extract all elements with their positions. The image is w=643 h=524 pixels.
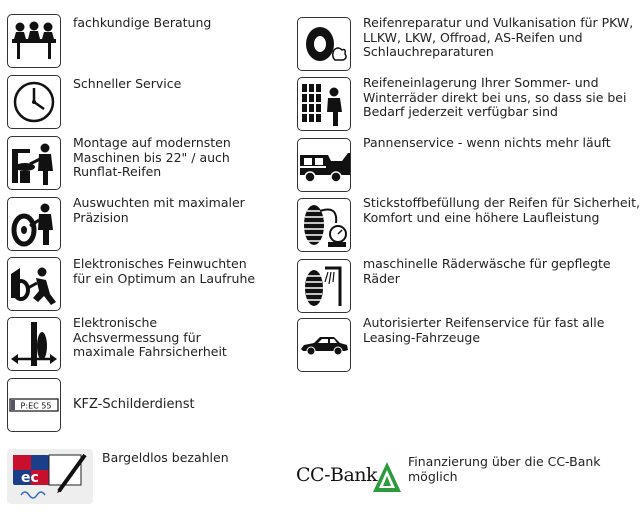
nitrogen-filling-icon xyxy=(297,198,351,252)
service-label: Stickstoffbefüllung der Reifen für Sicherheit, Komfort und eine höhere Laufleistung xyxy=(363,195,640,225)
clock-icon xyxy=(7,75,61,129)
leasing-car-icon xyxy=(297,318,351,372)
service-label: Reifeneinlagerung Ihrer Sommer- und Winterräder direkt bei uns, so dass sie bei Bedarf jederzeit verfügbar sind xyxy=(363,75,627,119)
ec-card-icon xyxy=(7,449,93,504)
plate-text: P:EC 55 xyxy=(20,401,52,411)
service-label: Elektronische Achsvermessung für maximale Fahrsicherheit xyxy=(73,315,227,359)
service-label: Schneller Service xyxy=(73,76,182,91)
service-label: Autorisierter Reifenservice für fast alle Leasing-Fahrzeuge xyxy=(363,315,605,345)
breakdown-truck-icon xyxy=(297,138,351,192)
service-label: Montage auf modernsten Maschinen bis 22" / auch Runflat-Reifen xyxy=(73,135,231,179)
service-label: Pannenservice - wenn nichts mehr läuft xyxy=(363,135,611,150)
axle-alignment-icon xyxy=(7,317,61,371)
tire-repair-icon xyxy=(297,17,351,71)
wheel-balancing-icon xyxy=(7,197,61,251)
service-label: maschinelle Räderwäsche für gepflegte Räder xyxy=(363,256,611,286)
service-label: Auswuchten mit maximaler Präzision xyxy=(73,195,245,225)
financing-label: Finanzierung über die CC-Bank möglich xyxy=(408,454,601,484)
svg-text:ec: ec xyxy=(21,470,39,486)
service-label: Elektronisches Feinwuchten für ein Optimum an Laufruhe xyxy=(73,256,256,286)
service-label: Reifenreparatur und Vulkanisation für PKW, LLKW, LKW, Offroad, AS-Reifen und Schlauchreparaturen xyxy=(363,15,634,59)
tire-mounting-icon xyxy=(7,136,61,190)
license-plate-icon xyxy=(7,378,61,432)
cc-bank-logo: CC-Bank xyxy=(296,460,406,494)
fine-balancing-icon xyxy=(7,257,61,311)
service-label: fachkundige Beratung xyxy=(73,15,212,30)
consultation-icon xyxy=(7,14,61,68)
cashless-label: Bargeldlos bezahlen xyxy=(102,450,229,465)
service-label: KFZ-Schilderdienst xyxy=(73,397,195,412)
tire-storage-icon xyxy=(297,77,351,131)
wheel-wash-icon xyxy=(297,259,351,313)
